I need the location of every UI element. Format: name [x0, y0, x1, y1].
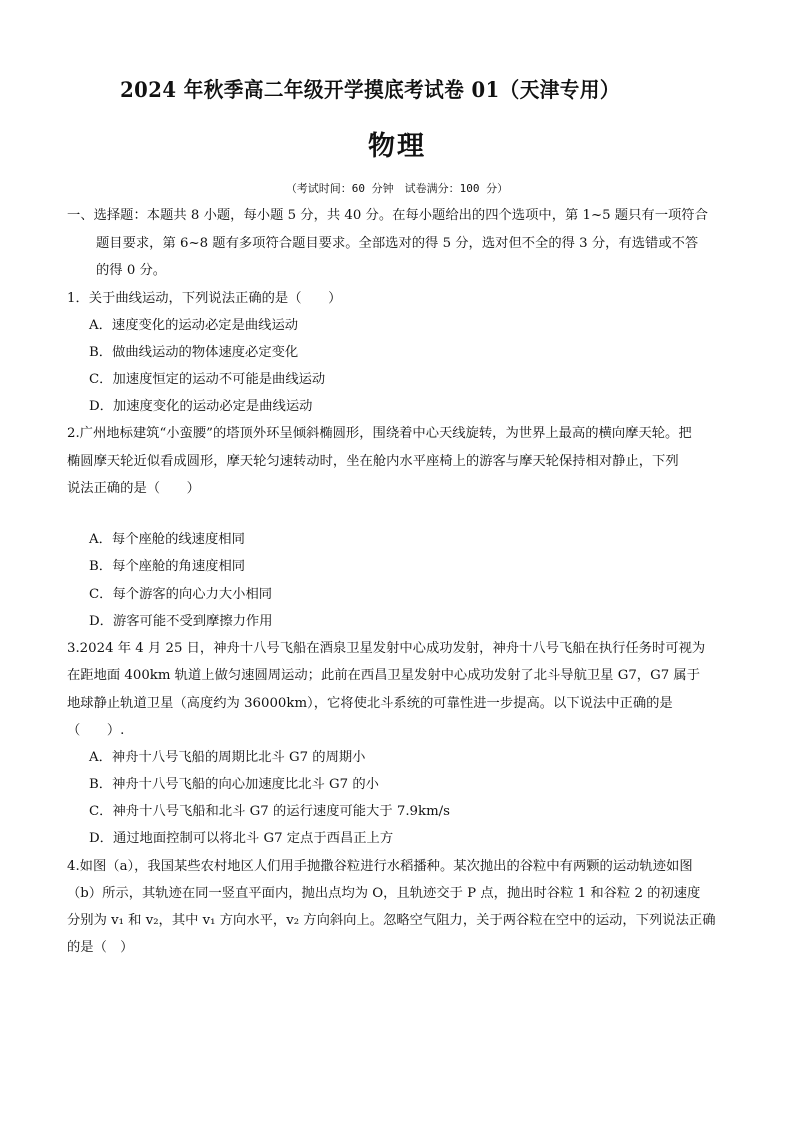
question-3-stem: 3.2024 年 4 月 25 日，神舟十八号飞船在酒泉卫星发射中心成功发射，神舟十八号飞船在执行任务时可视为 [67, 641, 706, 656]
question-4-stem: 分别为 v₁ 和 v₂，其中 v₁ 方向水平，v₂ 方向斜向上。忽略空气阻力，关于两谷粒在空中的运动，下列说法正确 [67, 913, 716, 928]
question-1-option-a: A．速度变化的运动必定是曲线运动 [89, 318, 299, 333]
question-4-stem: 4.如图（a），我国某些农村地区人们用手抛撒谷粒进行水稻播种。某次抛出的谷粒中有两颗的运动轨迹如图 [67, 859, 693, 874]
section-instructions-line: 题目要求，第 6~8 题有多项符合题目要求。全部选对的得 5 分，选对但不全的得 3 分，有选错或不答 [96, 236, 699, 251]
question-1-option-b: B．做曲线运动的物体速度必定变化 [89, 345, 299, 360]
question-3-option-c: C．神舟十八号飞船和北斗 G7 的运行速度可能大于 7.9km/s [89, 804, 450, 819]
question-4-stem: （b）所示，其轨迹在同一竖直平面内，抛出点均为 O，且轨迹交于 P 点，抛出时谷粒 1 和谷粒 2 的初速度 [67, 886, 701, 901]
question-1-option-c: C．加速度恒定的运动不可能是曲线运动 [89, 372, 326, 387]
question-2-option-c: C．每个游客的向心力大小相同 [89, 587, 273, 602]
section-instructions-line: 的得 0 分。 [96, 263, 167, 278]
question-3-stem: 地球静止轨道卫星（高度约为 36000km），它将使北斗系统的可靠性进一步提高。以下说法中正确的是 [67, 696, 673, 711]
question-3-stem: （ ）. [67, 723, 125, 738]
exam-info: （考试时间：60 分钟 试卷满分：100 分） [285, 182, 509, 195]
section-instructions-line: 一、选择题：本题共 8 小题，每小题 5 分，共 40 分。在每小题给出的四个选项中，第 1~5 题只有一项符合 [67, 208, 708, 223]
question-2-option-a: A．每个座舱的线速度相同 [89, 532, 245, 547]
question-2-option-b: B．每个座舱的角速度相同 [89, 559, 246, 574]
page-title: 2024 年秋季高二年级开学摸底考试卷 01（天津专用） [120, 77, 620, 102]
question-1-option-d: D．加速度变化的运动必定是曲线运动 [89, 399, 313, 414]
question-4-stem: 的是（ ） [67, 940, 134, 955]
question-2-stem: 2.广州地标建筑“小蛮腰”的塔顶外环呈倾斜椭圆形，围绕着中心天线旋转，为世界上最高的横向摩天轮。把 [67, 426, 692, 441]
question-2-option-d: D．游客可能不受到摩擦力作用 [89, 614, 273, 629]
question-3-option-d: D．通过地面控制可以将北斗 G7 定点于西昌正上方 [89, 831, 394, 846]
question-2-stem: 说法正确的是（ ） [67, 481, 200, 496]
question-3-option-b: B．神舟十八号飞船的向心加速度比北斗 G7 的小 [89, 777, 379, 792]
question-3-stem: 在距地面 400km 轨道上做匀速圆周运动；此前在西昌卫星发射中心成功发射了北斗导航卫星 G7，G7 属于 [67, 668, 700, 683]
subject-heading: 物理 [368, 131, 426, 162]
question-2-stem: 椭圆摩天轮近似看成圆形，摩天轮匀速转动时，坐在舱内水平座椅上的游客与摩天轮保持相对静止，下列 [67, 454, 679, 469]
question-1-stem: 1．关于曲线运动，下列说法正确的是（ ） [67, 291, 342, 306]
question-3-option-a: A．神舟十八号飞船的周期比北斗 G7 的周期小 [89, 750, 366, 765]
